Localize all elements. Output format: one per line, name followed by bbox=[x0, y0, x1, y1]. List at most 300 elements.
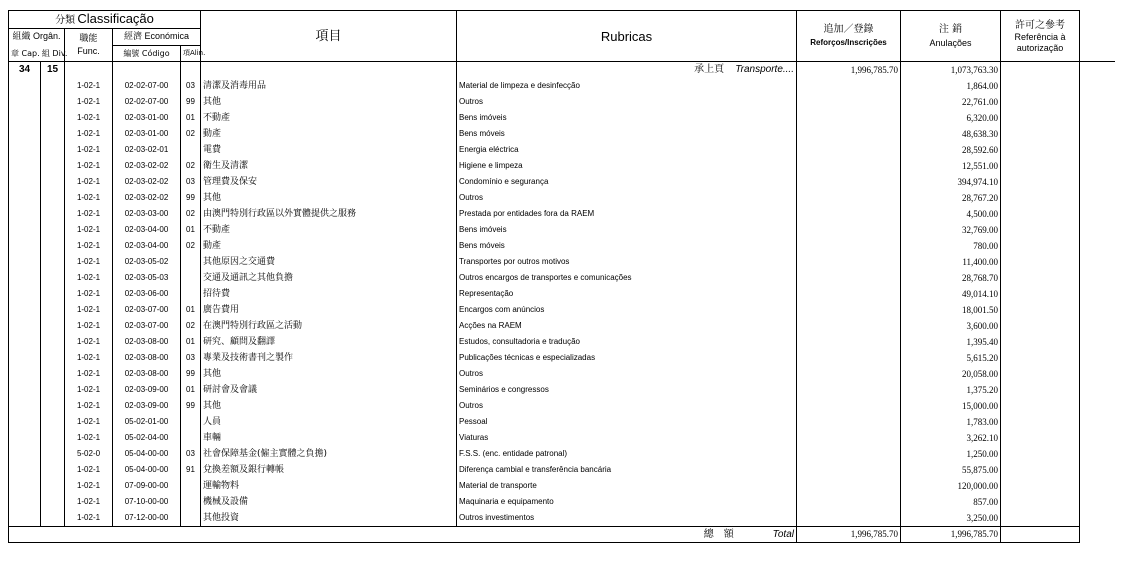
econ-pt: Económica bbox=[144, 31, 190, 41]
row-item-zh: 運輸物料 bbox=[201, 478, 457, 494]
row-item-zh: 其他 bbox=[201, 94, 457, 110]
budget-row bbox=[9, 254, 1115, 270]
row-margin bbox=[1080, 334, 1115, 350]
row-func: 1-02-1 bbox=[65, 238, 113, 254]
row-cap bbox=[9, 94, 41, 110]
budget-row bbox=[9, 510, 1115, 527]
row-cap bbox=[9, 494, 41, 510]
row-item-zh: 不動產 bbox=[201, 222, 457, 238]
row-rubrica: Higiene e limpeza bbox=[457, 158, 797, 174]
budget-row bbox=[9, 94, 1115, 110]
row-div bbox=[41, 254, 65, 270]
budget-row bbox=[9, 414, 1115, 430]
row-cap bbox=[9, 174, 41, 190]
row-func: 1-02-1 bbox=[65, 286, 113, 302]
row-item-zh: 社會保障基金(僱主實體之負擔) bbox=[201, 446, 457, 462]
row-alin: 99 bbox=[181, 366, 201, 382]
row-func: 1-02-1 bbox=[65, 510, 113, 527]
row-cap bbox=[9, 238, 41, 254]
budget-row bbox=[9, 126, 1115, 142]
organ-zh: 組織 bbox=[12, 32, 31, 43]
row-referencia bbox=[1001, 382, 1080, 398]
row-anulacoes: 3,250.00 bbox=[901, 510, 1001, 527]
row-alin bbox=[181, 414, 201, 430]
row-referencia bbox=[1001, 78, 1080, 94]
row-code: 02-03-02-01 bbox=[113, 142, 181, 158]
row-func: 1-02-1 bbox=[65, 398, 113, 414]
row-reforcos bbox=[797, 302, 901, 318]
row-item-zh: 其他原因之交通費 bbox=[201, 254, 457, 270]
row-func: 1-02-1 bbox=[65, 110, 113, 126]
row-referencia bbox=[1001, 494, 1080, 510]
carry-anulacoes: 1,073,763.30 bbox=[901, 62, 1001, 79]
row-item-zh: 電費 bbox=[201, 142, 457, 158]
row-margin bbox=[1080, 110, 1115, 126]
code-header: 編號 Código bbox=[113, 46, 181, 62]
row-div bbox=[41, 494, 65, 510]
row-func: 1-02-1 bbox=[65, 126, 113, 142]
alin-header: 項Alin. bbox=[181, 46, 201, 62]
carry-row bbox=[9, 62, 1115, 79]
row-anulacoes: 55,875.00 bbox=[901, 462, 1001, 478]
reforcos-pt: Reforços/Inscrições bbox=[810, 38, 887, 47]
row-alin: 99 bbox=[181, 398, 201, 414]
row-item-zh: 管理費及保安 bbox=[201, 174, 457, 190]
row-item-zh: 衛生及清潔 bbox=[201, 158, 457, 174]
row-anulacoes: 5,615.20 bbox=[901, 350, 1001, 366]
carry-label-zh: 承上頁 bbox=[694, 64, 725, 75]
row-alin: 03 bbox=[181, 174, 201, 190]
row-anulacoes: 15,000.00 bbox=[901, 398, 1001, 414]
row-margin bbox=[1080, 446, 1115, 462]
row-anulacoes: 20,058.00 bbox=[901, 366, 1001, 382]
reforcos-zh: 追加／登錄 bbox=[823, 24, 874, 35]
budget-row bbox=[9, 142, 1115, 158]
row-margin bbox=[1080, 158, 1115, 174]
row-rubrica: F.S.S. (enc. entidade patronal) bbox=[457, 446, 797, 462]
carry-label-pt: Transporte.... bbox=[735, 64, 794, 75]
row-referencia bbox=[1001, 350, 1080, 366]
row-code: 02-03-09-00 bbox=[113, 382, 181, 398]
row-cap bbox=[9, 366, 41, 382]
row-code: 02-03-09-00 bbox=[113, 398, 181, 414]
row-referencia bbox=[1001, 222, 1080, 238]
row-alin: 03 bbox=[181, 350, 201, 366]
row-reforcos bbox=[797, 126, 901, 142]
row-referencia bbox=[1001, 126, 1080, 142]
total-anulacoes: 1,996,785.70 bbox=[901, 527, 1001, 543]
row-item-zh: 兌換差額及銀行轉帳 bbox=[201, 462, 457, 478]
row-referencia bbox=[1001, 94, 1080, 110]
row-anulacoes: 49,014.10 bbox=[901, 286, 1001, 302]
row-div bbox=[41, 270, 65, 286]
budget-row bbox=[9, 206, 1115, 222]
row-reforcos bbox=[797, 478, 901, 494]
row-referencia bbox=[1001, 206, 1080, 222]
budget-sheet bbox=[8, 10, 1114, 576]
row-div bbox=[41, 110, 65, 126]
row-margin bbox=[1080, 414, 1115, 430]
row-div bbox=[41, 446, 65, 462]
row-reforcos bbox=[797, 94, 901, 110]
row-anulacoes: 1,250.00 bbox=[901, 446, 1001, 462]
row-anulacoes: 12,551.00 bbox=[901, 158, 1001, 174]
row-div bbox=[41, 94, 65, 110]
row-referencia bbox=[1001, 158, 1080, 174]
row-rubrica: Representação bbox=[457, 286, 797, 302]
row-alin: 99 bbox=[181, 190, 201, 206]
row-referencia bbox=[1001, 302, 1080, 318]
row-item-zh: 在澳門特別行政區之活動 bbox=[201, 318, 457, 334]
row-rubrica: Condomínio e segurança bbox=[457, 174, 797, 190]
row-func: 1-02-1 bbox=[65, 190, 113, 206]
row-code: 07-12-00-00 bbox=[113, 510, 181, 527]
row-func: 1-02-1 bbox=[65, 478, 113, 494]
row-alin: 03 bbox=[181, 446, 201, 462]
row-div bbox=[41, 350, 65, 366]
classification-header bbox=[9, 11, 201, 29]
row-item-zh: 機械及設備 bbox=[201, 494, 457, 510]
row-margin bbox=[1080, 510, 1115, 527]
row-reforcos bbox=[797, 414, 901, 430]
row-referencia bbox=[1001, 286, 1080, 302]
row-anulacoes: 28,768.70 bbox=[901, 270, 1001, 286]
row-item-zh: 研究、顧問及翻譯 bbox=[201, 334, 457, 350]
row-item-zh: 車輛 bbox=[201, 430, 457, 446]
row-referencia bbox=[1001, 446, 1080, 462]
budget-row bbox=[9, 270, 1115, 286]
total-label bbox=[457, 527, 797, 543]
row-reforcos bbox=[797, 510, 901, 527]
row-anulacoes: 394,974.10 bbox=[901, 174, 1001, 190]
row-func: 1-02-1 bbox=[65, 78, 113, 94]
organ-sub-header bbox=[9, 46, 68, 62]
row-reforcos bbox=[797, 222, 901, 238]
row-item-zh: 人員 bbox=[201, 414, 457, 430]
row-margin bbox=[1080, 270, 1115, 286]
row-code: 02-03-04-00 bbox=[113, 222, 181, 238]
row-referencia bbox=[1001, 510, 1080, 527]
row-code: 05-02-01-00 bbox=[113, 414, 181, 430]
row-item-zh: 研討會及會議 bbox=[201, 382, 457, 398]
row-rubrica: Maquinaria e equipamento bbox=[457, 494, 797, 510]
row-alin: 01 bbox=[181, 302, 201, 318]
budget-row bbox=[9, 462, 1115, 478]
row-rubrica: Transportes por outros motivos bbox=[457, 254, 797, 270]
anulacoes-header bbox=[901, 11, 1001, 62]
budget-row bbox=[9, 350, 1115, 366]
total-label-pt: Total bbox=[772, 529, 794, 540]
row-alin: 01 bbox=[181, 222, 201, 238]
row-func: 1-02-1 bbox=[65, 222, 113, 238]
row-func: 1-02-1 bbox=[65, 462, 113, 478]
row-cap bbox=[9, 350, 41, 366]
row-code: 05-04-00-00 bbox=[113, 462, 181, 478]
row-code: 02-03-08-00 bbox=[113, 366, 181, 382]
row-anulacoes: 4,500.00 bbox=[901, 206, 1001, 222]
row-div bbox=[41, 158, 65, 174]
row-alin bbox=[181, 430, 201, 446]
row-cap bbox=[9, 302, 41, 318]
row-alin: 01 bbox=[181, 382, 201, 398]
row-anulacoes: 28,767.20 bbox=[901, 190, 1001, 206]
row-reforcos bbox=[797, 110, 901, 126]
budget-row bbox=[9, 222, 1115, 238]
row-reforcos bbox=[797, 286, 901, 302]
row-item-zh: 招待費 bbox=[201, 286, 457, 302]
organ-pt: Orgân. bbox=[33, 31, 61, 42]
row-func: 1-02-1 bbox=[65, 366, 113, 382]
row-cap bbox=[9, 78, 41, 94]
row-cap bbox=[9, 382, 41, 398]
row-referencia bbox=[1001, 254, 1080, 270]
row-div bbox=[41, 382, 65, 398]
row-rubrica: Pessoal bbox=[457, 414, 797, 430]
row-code: 02-03-08-00 bbox=[113, 350, 181, 366]
row-item-zh: 其他 bbox=[201, 366, 457, 382]
row-rubrica: Publicações técnicas e especializadas bbox=[457, 350, 797, 366]
row-rubrica: Energia eléctrica bbox=[457, 142, 797, 158]
row-alin bbox=[181, 254, 201, 270]
budget-row bbox=[9, 446, 1115, 462]
row-code: 05-04-00-00 bbox=[113, 446, 181, 462]
budget-row bbox=[9, 430, 1115, 446]
row-func: 1-02-1 bbox=[65, 206, 113, 222]
row-reforcos bbox=[797, 254, 901, 270]
row-rubrica: Bens imóveis bbox=[457, 222, 797, 238]
row-rubrica: Bens móveis bbox=[457, 238, 797, 254]
row-code: 02-03-06-00 bbox=[113, 286, 181, 302]
row-rubrica: Diferença cambial e transferência bancária bbox=[457, 462, 797, 478]
row-code: 02-03-02-02 bbox=[113, 158, 181, 174]
row-reforcos bbox=[797, 142, 901, 158]
row-code: 02-03-05-02 bbox=[113, 254, 181, 270]
row-alin: 01 bbox=[181, 334, 201, 350]
row-referencia bbox=[1001, 462, 1080, 478]
row-cap bbox=[9, 430, 41, 446]
row-margin bbox=[1080, 382, 1115, 398]
row-anulacoes: 48,638.30 bbox=[901, 126, 1001, 142]
carry-reforcos: 1,996,785.70 bbox=[797, 62, 901, 79]
row-reforcos bbox=[797, 462, 901, 478]
referencia-pt2: autorização bbox=[1016, 42, 1064, 53]
row-referencia bbox=[1001, 414, 1080, 430]
row-func: 1-02-1 bbox=[65, 382, 113, 398]
row-rubrica: Encargos com anúncios bbox=[457, 302, 797, 318]
row-cap bbox=[9, 478, 41, 494]
item-zh-header: 項目 bbox=[201, 11, 457, 62]
row-div bbox=[41, 238, 65, 254]
classification-zh: 分類 bbox=[55, 15, 76, 26]
row-cap bbox=[9, 206, 41, 222]
row-anulacoes: 780.00 bbox=[901, 238, 1001, 254]
row-referencia bbox=[1001, 270, 1080, 286]
anulacoes-zh: 注 銷 bbox=[938, 24, 963, 35]
row-func: 5-02-0 bbox=[65, 446, 113, 462]
row-item-zh: 清潔及消毒用品 bbox=[201, 78, 457, 94]
row-cap bbox=[9, 270, 41, 286]
row-anulacoes: 857.00 bbox=[901, 494, 1001, 510]
blank-margin bbox=[1080, 11, 1115, 62]
row-reforcos bbox=[797, 430, 901, 446]
row-margin bbox=[1080, 318, 1115, 334]
row-div bbox=[41, 286, 65, 302]
organ-header bbox=[9, 29, 65, 46]
anulacoes-pt: Anulações bbox=[929, 38, 972, 48]
row-func: 1-02-1 bbox=[65, 334, 113, 350]
row-reforcos bbox=[797, 158, 901, 174]
reforcos-header bbox=[797, 11, 901, 62]
row-div bbox=[41, 222, 65, 238]
referencia-pt1: Referência à bbox=[1014, 31, 1066, 42]
row-func: 1-02-1 bbox=[65, 350, 113, 366]
budget-row bbox=[9, 190, 1115, 206]
row-alin: 91 bbox=[181, 462, 201, 478]
row-code: 07-10-00-00 bbox=[113, 494, 181, 510]
budget-row bbox=[9, 398, 1115, 414]
row-alin: 02 bbox=[181, 206, 201, 222]
row-rubrica: Outros bbox=[457, 366, 797, 382]
econ-header bbox=[113, 29, 201, 46]
row-margin bbox=[1080, 350, 1115, 366]
row-referencia bbox=[1001, 142, 1080, 158]
row-code: 02-02-07-00 bbox=[113, 94, 181, 110]
row-cap bbox=[9, 126, 41, 142]
budget-row bbox=[9, 286, 1115, 302]
row-reforcos bbox=[797, 78, 901, 94]
row-margin bbox=[1080, 238, 1115, 254]
row-rubrica: Seminários e congressos bbox=[457, 382, 797, 398]
row-code: 05-02-04-00 bbox=[113, 430, 181, 446]
row-referencia bbox=[1001, 334, 1080, 350]
row-referencia bbox=[1001, 366, 1080, 382]
row-cap bbox=[9, 190, 41, 206]
row-margin bbox=[1080, 286, 1115, 302]
row-margin bbox=[1080, 126, 1115, 142]
row-referencia bbox=[1001, 318, 1080, 334]
row-div bbox=[41, 462, 65, 478]
row-cap bbox=[9, 446, 41, 462]
budget-row bbox=[9, 318, 1115, 334]
row-anulacoes: 1,864.00 bbox=[901, 78, 1001, 94]
row-cap bbox=[9, 510, 41, 527]
row-margin bbox=[1080, 206, 1115, 222]
row-func: 1-02-1 bbox=[65, 142, 113, 158]
row-div bbox=[41, 414, 65, 430]
row-alin: 02 bbox=[181, 318, 201, 334]
row-cap bbox=[9, 334, 41, 350]
row-margin bbox=[1080, 478, 1115, 494]
row-alin: 99 bbox=[181, 94, 201, 110]
row-reforcos bbox=[797, 446, 901, 462]
row-func: 1-02-1 bbox=[65, 494, 113, 510]
row-reforcos bbox=[797, 174, 901, 190]
row-rubrica: Bens móveis bbox=[457, 126, 797, 142]
row-func: 1-02-1 bbox=[65, 302, 113, 318]
row-reforcos bbox=[797, 350, 901, 366]
budget-row bbox=[9, 366, 1115, 382]
row-margin bbox=[1080, 78, 1115, 94]
row-item-zh: 交通及通訊之其他負擔 bbox=[201, 270, 457, 286]
row-func: 1-02-1 bbox=[65, 94, 113, 110]
row-item-zh: 不動產 bbox=[201, 110, 457, 126]
row-alin: 01 bbox=[181, 110, 201, 126]
budget-row bbox=[9, 494, 1115, 510]
row-anulacoes: 28,592.60 bbox=[901, 142, 1001, 158]
row-item-zh: 廣告費用 bbox=[201, 302, 457, 318]
carry-label bbox=[457, 62, 797, 79]
row-cap bbox=[9, 254, 41, 270]
budget-row bbox=[9, 110, 1115, 126]
row-item-zh: 動產 bbox=[201, 238, 457, 254]
row-margin bbox=[1080, 142, 1115, 158]
row-margin bbox=[1080, 174, 1115, 190]
econ-zh: 經濟 bbox=[123, 32, 142, 42]
row-cap bbox=[9, 142, 41, 158]
row-referencia bbox=[1001, 190, 1080, 206]
row-rubrica: Material de transporte bbox=[457, 478, 797, 494]
row-anulacoes: 32,769.00 bbox=[901, 222, 1001, 238]
row-item-zh: 其他投資 bbox=[201, 510, 457, 527]
row-rubrica: Prestada por entidades fora da RAEM bbox=[457, 206, 797, 222]
row-rubrica: Acções na RAEM bbox=[457, 318, 797, 334]
row-div bbox=[41, 398, 65, 414]
row-item-zh: 動產 bbox=[201, 126, 457, 142]
budget-row bbox=[9, 302, 1115, 318]
row-div bbox=[41, 206, 65, 222]
func-pt: Func. bbox=[77, 46, 100, 56]
row-div bbox=[41, 302, 65, 318]
row-anulacoes: 18,001.50 bbox=[901, 302, 1001, 318]
row-reforcos bbox=[797, 238, 901, 254]
rubricas-header: Rubricas bbox=[457, 11, 797, 62]
row-anulacoes: 1,375.20 bbox=[901, 382, 1001, 398]
row-code: 02-03-02-02 bbox=[113, 190, 181, 206]
row-margin bbox=[1080, 254, 1115, 270]
row-anulacoes: 22,761.00 bbox=[901, 94, 1001, 110]
row-margin bbox=[1080, 302, 1115, 318]
referencia-header bbox=[1001, 11, 1080, 62]
row-func: 1-02-1 bbox=[65, 414, 113, 430]
row-code: 02-02-07-00 bbox=[113, 78, 181, 94]
func-header bbox=[65, 29, 113, 62]
row-code: 02-03-07-00 bbox=[113, 318, 181, 334]
row-alin bbox=[181, 478, 201, 494]
row-code: 02-03-02-02 bbox=[113, 174, 181, 190]
row-code: 02-03-03-00 bbox=[113, 206, 181, 222]
row-item-zh: 由澳門特別行政區以外實體提供之服務 bbox=[201, 206, 457, 222]
row-alin: 02 bbox=[181, 158, 201, 174]
row-alin bbox=[181, 286, 201, 302]
row-div bbox=[41, 78, 65, 94]
budget-row bbox=[9, 238, 1115, 254]
row-div bbox=[41, 190, 65, 206]
row-reforcos bbox=[797, 318, 901, 334]
row-margin bbox=[1080, 94, 1115, 110]
row-cap bbox=[9, 158, 41, 174]
carry-div: 15 bbox=[41, 62, 65, 79]
row-cap bbox=[9, 414, 41, 430]
row-code: 02-03-05-03 bbox=[113, 270, 181, 286]
row-alin: 02 bbox=[181, 238, 201, 254]
row-margin bbox=[1080, 366, 1115, 382]
row-reforcos bbox=[797, 206, 901, 222]
row-div bbox=[41, 126, 65, 142]
row-margin bbox=[1080, 190, 1115, 206]
row-rubrica: Bens imóveis bbox=[457, 110, 797, 126]
row-cap bbox=[9, 398, 41, 414]
row-code: 07-09-00-00 bbox=[113, 478, 181, 494]
